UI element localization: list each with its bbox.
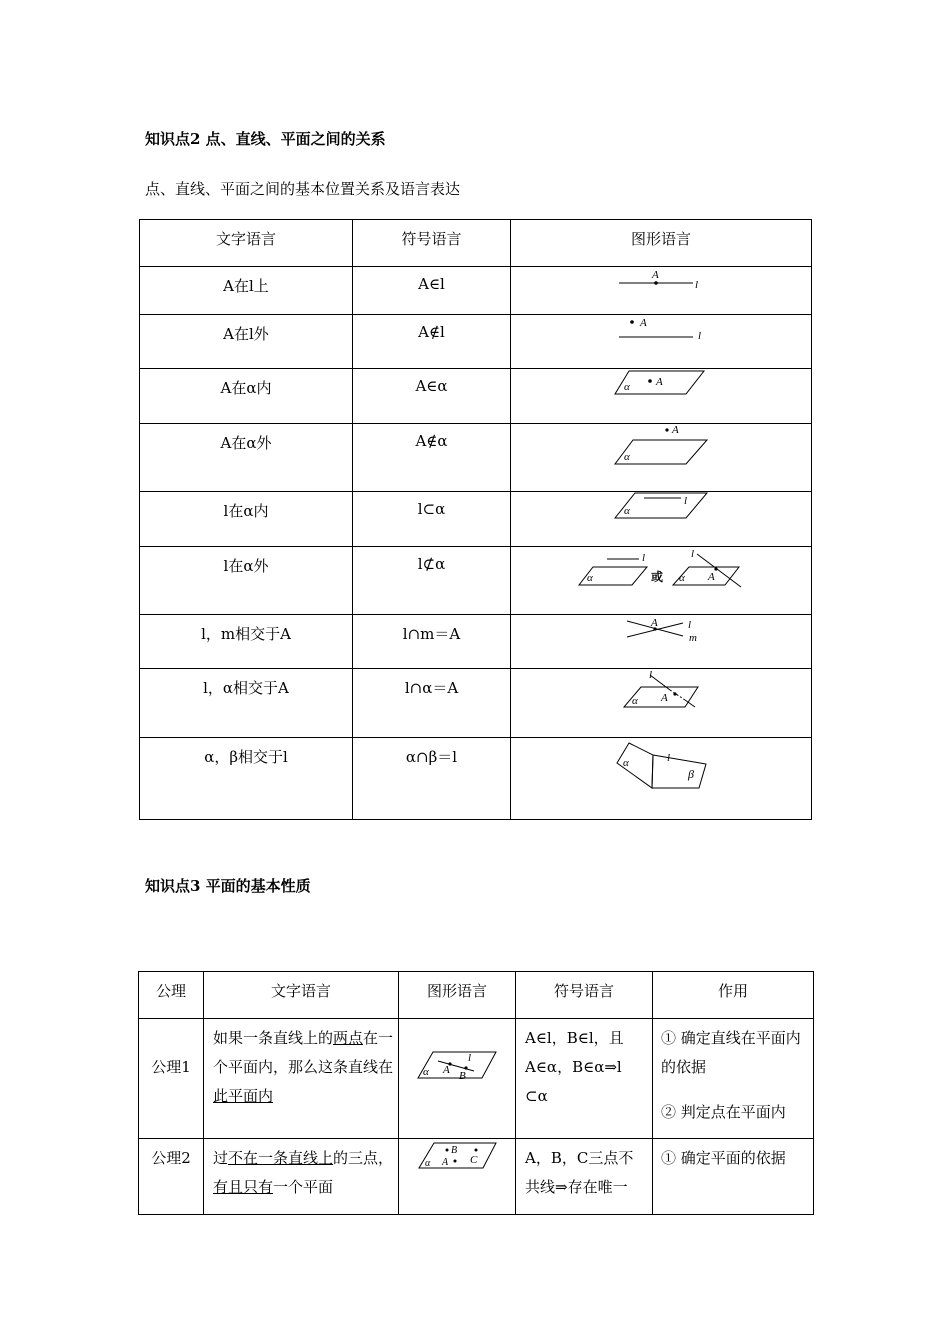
table-row <box>140 738 812 820</box>
svg-text:l: l <box>691 548 695 560</box>
figure-cell <box>511 315 812 369</box>
svg-text:α: α <box>632 695 638 707</box>
svg-text:或: 或 <box>651 570 664 584</box>
axiom-function <box>653 1139 814 1215</box>
row-symbol: l∩α＝A <box>353 669 511 738</box>
header-figure-language: 图形语言 <box>511 220 812 267</box>
table-row <box>140 547 812 615</box>
figure-line-outside-plane <box>511 547 811 615</box>
svg-text:α: α <box>623 757 629 769</box>
section-intro: 点、直线、平面之间的基本位置关系及语言表达 <box>145 180 461 198</box>
svg-text:l: l <box>468 1052 472 1064</box>
figure-cell <box>399 1019 516 1139</box>
svg-text:l: l <box>695 279 699 291</box>
row-text: l，α相交于A <box>140 669 353 738</box>
table-row <box>140 669 812 738</box>
figure-cell <box>511 492 812 547</box>
axiom-function <box>653 1019 814 1139</box>
row-text: l，m相交于A <box>140 615 353 669</box>
row-symbol: l⊂α <box>353 492 511 547</box>
figure-cell <box>399 1139 516 1215</box>
figure-two-lines-intersect <box>511 615 811 669</box>
svg-text:A: A <box>652 269 659 281</box>
figure-axiom2 <box>399 1139 515 1215</box>
svg-text:A: A <box>672 424 679 436</box>
row-symbol: l⊄α <box>353 547 511 615</box>
text-part: 如果一条直线上的 <box>213 1029 334 1047</box>
svg-text:α: α <box>425 1158 431 1169</box>
table-header-row <box>139 972 814 1019</box>
row-symbol: A∉α <box>353 424 511 492</box>
figure-axiom1 <box>399 1019 515 1139</box>
table-row <box>140 424 812 492</box>
figure-cell <box>511 738 812 820</box>
table-row <box>140 492 812 547</box>
function-item: ② 判定点在平面内 <box>661 1103 786 1121</box>
symbol-line: A∈l，B∈l，且 <box>525 1029 624 1047</box>
table-row <box>139 1139 814 1215</box>
header-symbol-language: 符号语言 <box>516 972 653 1019</box>
table-row <box>139 1019 814 1139</box>
figure-point-in-plane <box>511 369 811 424</box>
header-axiom: 公理 <box>139 972 204 1019</box>
svg-text:m: m <box>689 632 697 644</box>
text-part: 过 <box>213 1149 229 1167</box>
svg-text:α: α <box>624 451 630 463</box>
svg-text:A: A <box>656 376 663 388</box>
figure-point-on-line <box>511 267 811 315</box>
svg-text:B: B <box>451 1145 458 1156</box>
header-text-language: 文字语言 <box>204 972 399 1019</box>
symbol-line: 共线⇒存在唯一 <box>525 1178 628 1196</box>
text-emphasis: 此平面内 <box>213 1087 274 1105</box>
axiom-name: 公理2 <box>139 1139 204 1215</box>
row-text: A在l外 <box>140 315 353 369</box>
axiom-text <box>204 1139 399 1215</box>
svg-text:A: A <box>708 571 715 583</box>
figure-cell <box>511 369 812 424</box>
figure-cell <box>511 547 812 615</box>
symbol-line: A∈α，B∈α⇒l <box>525 1058 622 1076</box>
row-symbol: α∩β＝l <box>353 738 511 820</box>
table-header-row <box>140 220 812 267</box>
row-text: A在α内 <box>140 369 353 424</box>
figure-line-in-plane <box>511 492 811 547</box>
row-text: l在α内 <box>140 492 353 547</box>
svg-text:l: l <box>684 495 688 507</box>
svg-text:α: α <box>624 381 630 393</box>
function-item: ① 确定直线在平面内的依据 <box>661 1029 801 1076</box>
row-text: A在α外 <box>140 424 353 492</box>
section-title-2: 知识点2 点、直线、平面之间的关系 <box>145 130 386 148</box>
svg-text:A: A <box>651 617 658 629</box>
svg-text:l: l <box>667 752 671 764</box>
figure-cell <box>511 267 812 315</box>
axiom-symbol <box>516 1019 653 1139</box>
table-row <box>140 369 812 424</box>
svg-text:l: l <box>649 669 653 681</box>
text-part: 在一个平面内，那么这条直线在 <box>213 1029 394 1076</box>
row-text: l在α外 <box>140 547 353 615</box>
svg-text:A: A <box>443 1064 450 1076</box>
relations-table <box>139 219 812 820</box>
svg-text:A: A <box>640 317 647 329</box>
text-part: 的三点， <box>333 1149 394 1167</box>
svg-text:A: A <box>442 1157 449 1168</box>
header-function: 作用 <box>653 972 814 1019</box>
svg-text:α: α <box>679 572 685 584</box>
svg-text:A: A <box>661 692 668 704</box>
axiom-name: 公理1 <box>139 1019 204 1139</box>
figure-two-planes-intersect <box>511 738 811 820</box>
row-symbol: A∈α <box>353 369 511 424</box>
figure-point-outside-plane <box>511 424 811 492</box>
row-text: A在l上 <box>140 267 353 315</box>
header-text-language: 文字语言 <box>140 220 353 267</box>
axiom-symbol <box>516 1139 653 1215</box>
function-item: ① 确定平面的依据 <box>661 1149 786 1167</box>
svg-text:α: α <box>587 572 593 584</box>
svg-text:l: l <box>698 330 702 342</box>
svg-text:C: C <box>470 1154 478 1166</box>
row-symbol: l∩m＝A <box>353 615 511 669</box>
table-row <box>140 615 812 669</box>
svg-text:l: l <box>688 619 692 631</box>
text-emphasis: 有且只有 <box>213 1178 274 1196</box>
header-symbol-language: 符号语言 <box>353 220 511 267</box>
section-title-3: 知识点3 平面的基本性质 <box>145 877 311 895</box>
table-row <box>140 315 812 369</box>
figure-cell <box>511 615 812 669</box>
text-emphasis: 两点 <box>333 1029 364 1047</box>
text-emphasis: 不在一条直线上 <box>228 1149 334 1167</box>
svg-text:B: B <box>459 1070 466 1082</box>
table-row <box>140 267 812 315</box>
svg-text:β: β <box>688 767 694 781</box>
symbol-line: ⊂α <box>525 1087 548 1105</box>
axiom-text <box>204 1019 399 1139</box>
row-symbol: A∈l <box>353 267 511 315</box>
figure-cell <box>511 669 812 738</box>
figure-cell <box>511 424 812 492</box>
row-symbol: A∉l <box>353 315 511 369</box>
figure-line-plane-intersect <box>511 669 811 738</box>
row-text: α，β相交于l <box>140 738 353 820</box>
text-part: 一个平面 <box>273 1178 334 1196</box>
figure-point-off-line <box>511 315 811 369</box>
header-figure-language: 图形语言 <box>399 972 516 1019</box>
axioms-table <box>138 971 814 1215</box>
svg-text:α: α <box>624 505 630 517</box>
symbol-line: A，B，C三点不 <box>525 1149 634 1167</box>
svg-text:α: α <box>423 1066 429 1078</box>
svg-text:l: l <box>642 552 646 564</box>
